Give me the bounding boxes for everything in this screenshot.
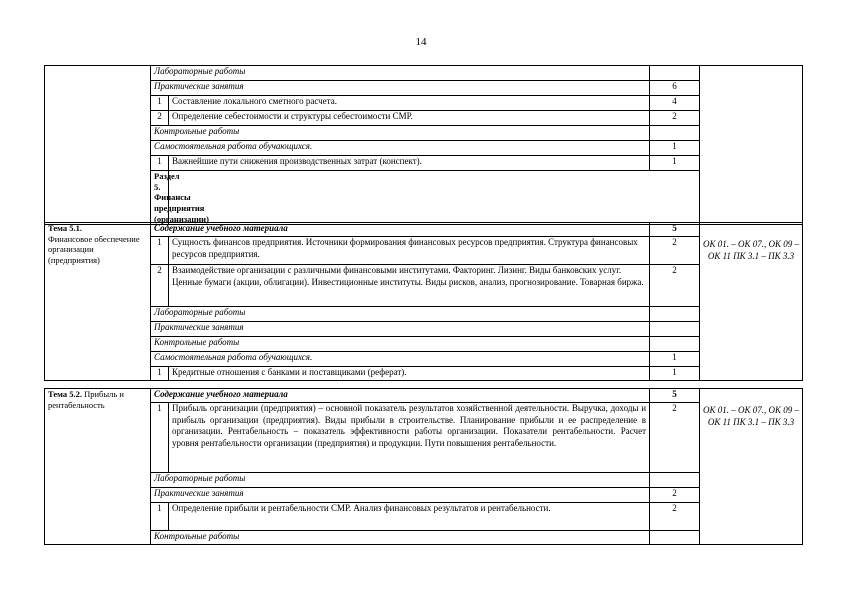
hours-cell — [650, 322, 700, 337]
control-label: Контрольные работы — [151, 126, 650, 141]
item-text: Сущность финансов предприятия. Источники формирования финансовых ресурсов предприятия. Структура финансовых ресурсов предприятия. — [169, 237, 650, 265]
topic-subtitle: Прибыль и рентабельность — [48, 389, 124, 410]
lab-label: Лабораторные работы — [151, 307, 650, 322]
content-label: Содержание учебного материала — [151, 223, 650, 237]
practice-label: Практические занятия — [151, 322, 650, 337]
self-work-label: Самостоятельная работа обучающихся. — [151, 352, 650, 367]
topic-table — [44, 388, 803, 545]
hours-cell: 2 — [650, 237, 700, 265]
table-row — [45, 503, 803, 531]
hours-cell: 1 — [650, 367, 700, 381]
topic-cell-empty — [45, 66, 151, 225]
hours-cell — [650, 473, 700, 488]
item-text: Определение прибыли и рентабельности СМР. Анализ финансовых результатов и рентабельности. — [169, 503, 650, 531]
table-row — [45, 111, 803, 126]
topic-table — [44, 222, 803, 381]
hours-cell: 5 — [650, 389, 700, 403]
item-text: Взаимодействие организации с различными финансовыми институтами. Факторинг. Лизинг. Виды банковских услуг. Ценные бумаги (акции, облигации). Инвестиционные институты. Виды рисков, анализ, прогнозирование. Товарная биржа. — [169, 265, 650, 307]
hours-cell: 1 — [650, 156, 700, 171]
practice-label: Практические занятия — [151, 81, 650, 96]
item-number: 1 — [151, 237, 169, 265]
item-text: Прибыль организации (предприятия) – основной показатель результатов хозяйственной деятельности. Выручка, доходы и прибыль организации (предприятия). Виды прибыли в строительстве. Планирование прибыли и ее распределение в организации. Рентабельность – показатель эффективности работы организации. Показатели рентабельности. Расчет уровня рентабельности организации (предприятия) и продукции. Пути повышения рентабельности. — [169, 403, 650, 473]
topic-subtitle: Финансовое обеспечение организации (предприятия) — [48, 233, 140, 265]
hours-cell — [650, 337, 700, 352]
table-row — [45, 265, 803, 307]
hours-cell: 2 — [650, 488, 700, 503]
table-row — [45, 126, 803, 141]
hours-cell: 4 — [650, 96, 700, 111]
table-row — [45, 403, 803, 473]
table-row — [45, 223, 803, 237]
table-row — [45, 307, 803, 322]
hours-cell: 1 — [650, 141, 700, 156]
hours-cell: 1 — [650, 352, 700, 367]
control-label: Контрольные работы — [151, 337, 650, 352]
item-text: Определение себестоимости и структуры себестоимости СМР. — [169, 111, 650, 126]
hours-cell: 2 — [650, 403, 700, 473]
table-row — [45, 352, 803, 367]
table-row — [45, 66, 803, 81]
table-row — [45, 156, 803, 171]
content-label: Содержание учебного материала — [151, 389, 650, 403]
page-number: 14 — [415, 36, 427, 48]
item-number: 1 — [151, 156, 169, 171]
lab-label: Лабораторные работы — [151, 66, 650, 81]
practice-label: Практические занятия — [151, 488, 650, 503]
topic-cell — [45, 389, 151, 545]
competency-cell — [700, 223, 803, 381]
self-work-label: Самостоятельная работа обучающихся. — [151, 141, 650, 156]
item-number: 1 — [151, 96, 169, 111]
topic-title: Тема 5.1. — [48, 223, 82, 233]
hours-cell — [650, 126, 700, 141]
hours-cell: 2 — [650, 503, 700, 531]
competency-text: ОК 01. – ОК 07., ОК 09 – ОК 11 ПК 3.1 – ПК 3.3 — [703, 405, 799, 427]
lab-label: Лабораторные работы — [151, 473, 650, 488]
item-text: Кредитные отношения с банками и поставщиками (реферат). — [169, 367, 650, 381]
item-number: 2 — [151, 111, 169, 126]
table-row — [45, 473, 803, 488]
competency-cell-empty — [700, 66, 803, 225]
item-number: 1 — [151, 503, 169, 531]
section-empty — [169, 171, 700, 225]
table-row — [45, 337, 803, 352]
item-text: Важнейшие пути снижения производственных затрат (конспект). — [169, 156, 650, 171]
item-text: Составление локального сметного расчета. — [169, 96, 650, 111]
program-table — [44, 65, 803, 225]
hours-cell: 5 — [650, 223, 700, 237]
hours-cell: 2 — [650, 265, 700, 307]
hours-cell — [650, 531, 700, 545]
table-row — [45, 367, 803, 381]
table-row — [45, 488, 803, 503]
section-row — [45, 171, 803, 225]
control-label: Контрольные работы — [151, 531, 650, 545]
competency-text: ОК 01. – ОК 07., ОК 09 – ОК 11 ПК 3.1 – ПК 3.3 — [703, 239, 799, 261]
table-row — [45, 531, 803, 545]
hours-cell — [650, 307, 700, 322]
hours-cell: 2 — [650, 111, 700, 126]
hours-cell: 6 — [650, 81, 700, 96]
table-row — [45, 96, 803, 111]
table-row — [45, 141, 803, 156]
table-row — [45, 237, 803, 265]
table-row — [45, 81, 803, 96]
item-number: 2 — [151, 265, 169, 307]
topic-cell — [45, 223, 151, 381]
item-number: 1 — [151, 403, 169, 473]
item-number: 1 — [151, 367, 169, 381]
section-title: Раздел 5. Финансы предприятия (организации) — [151, 171, 169, 225]
hours-cell — [650, 66, 700, 81]
table-row — [45, 322, 803, 337]
table-row — [45, 389, 803, 403]
topic-title: Тема 5.2. — [48, 389, 82, 399]
competency-cell — [700, 389, 803, 545]
